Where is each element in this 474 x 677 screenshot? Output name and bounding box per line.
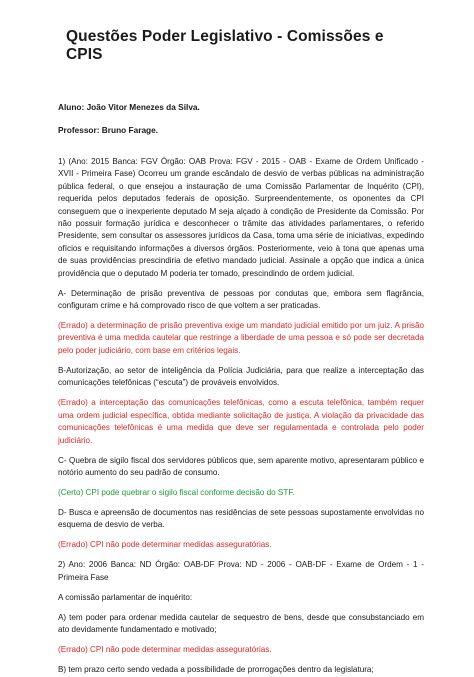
question-1-option-a: A- Determinação de prisão preventiva de pessoas por condutas que, embora sem flagrância, configuram crime e há comprovado risco de que voltem a ser praticadas. (58, 288, 424, 311)
question-2-comment-a: (Errado) CPI não pode determinar medidas asseguratórias. (58, 645, 272, 655)
question-1-comment-c: (Certo) CPI pode quebrar o sigilo fiscal conforme decisão do STF. (58, 487, 295, 497)
student-name: Aluno: João Vitor Menezes da Silva. (58, 102, 200, 112)
question-1-option-c: C- Quebra de sigilo fiscal dos servidores públicos que, sem aparente motivo, apresentaram público e notório aumento do seu padrão de consumo. (58, 455, 424, 477)
question-2-option-b: B) tem prazo certo sendo vedada a possibilidade de prorrogações dentro da legislatura; (58, 665, 374, 675)
question-2-prompt: A comissão parlamentar de inquérito: (58, 592, 193, 602)
question-1-option-b: B-Autorização, ao setor de inteligência da Polícia Judiciária, para que realize a interceptação das comunicações telefônicas (“escuta”) de prováveis envolvidos. (58, 365, 424, 388)
page-title: Questões Poder Legislativo - Comissões e CPIS (66, 28, 384, 63)
question-2-statement: 2) Ano: 2006 Banca: ND Órgão: OAB-DF Prova: ND - 2006 - OAB-DF - Exame de Ordem - 1 - Primeira Fase (58, 560, 424, 582)
question-2-option-a: A) tem poder para ordenar medida cautelar de sequestro de bens, desde que consubstanciado em ato devidamente fundamentado e motivado; (58, 612, 424, 635)
question-1-statement: 1) (Ano: 2015 Banca: FGV Órgão: OAB Prova: FGV - 2015 - OAB - Exame de Ordem Unificado - XVII - Primeira Fase) Ocorreu um grande escândalo de desvio de verbas públicas na administração pública federal, o que ensejou a instauração de uma Comissão Parlamentar de Inquérito (CPI), requerida pelos deputados federais de oposição. Surpreendentemente, os oponentes da CPI conseguem que o inexperiente deputado M seja alçado à condição de Presidente da Comissão. Por não possuir formação jurídica e desconhecer o trâmite das atividades parlamentares, o referido Presidente, sem consultar os assessores jurídicos da Casa, toma uma série de iniciativas, expedindo ofícios e requisitando informações a diversos órgãos. Posteriormente, veio à tona que apenas uma de suas providências prescindiria de efetivo mandado judicial. Assinale a opção que indica a única providência que o deputado M poderia ter tomado, prescindindo de ordem judicial. (58, 157, 424, 278)
question-1-comment-b: (Errado) a interceptação das comunicações telefônicas, como a escuta telefônica, também requer uma ordem judicial específica, obtida mediante solicitação de justiça. A violação da privacidade das comunicações telefônicas é uma medida que deve ser regulamentada e controlada pelo poder judiciário. (58, 398, 424, 445)
document-body (58, 156, 424, 677)
question-1-comment-d: (Errado) CPI não pode determinar medidas asseguratórias. (58, 540, 272, 550)
professor-name: Professor: Bruno Farage. (58, 125, 159, 135)
question-1-option-d: D- Busca e apreensão de documentos nas residências de sete pessoas supostamente envolvidas no esquema de desvio de verba. (58, 507, 424, 530)
question-1-comment-a: (Errado) a determinação de prisão preventiva exige um mandato judicial emitido por um juiz. A prisão preventiva é uma medida cautelar que restringe a liberdade de uma pessoa e só pode ser decretada pelo poder judiciário, com base em critérios legais. (58, 321, 424, 355)
